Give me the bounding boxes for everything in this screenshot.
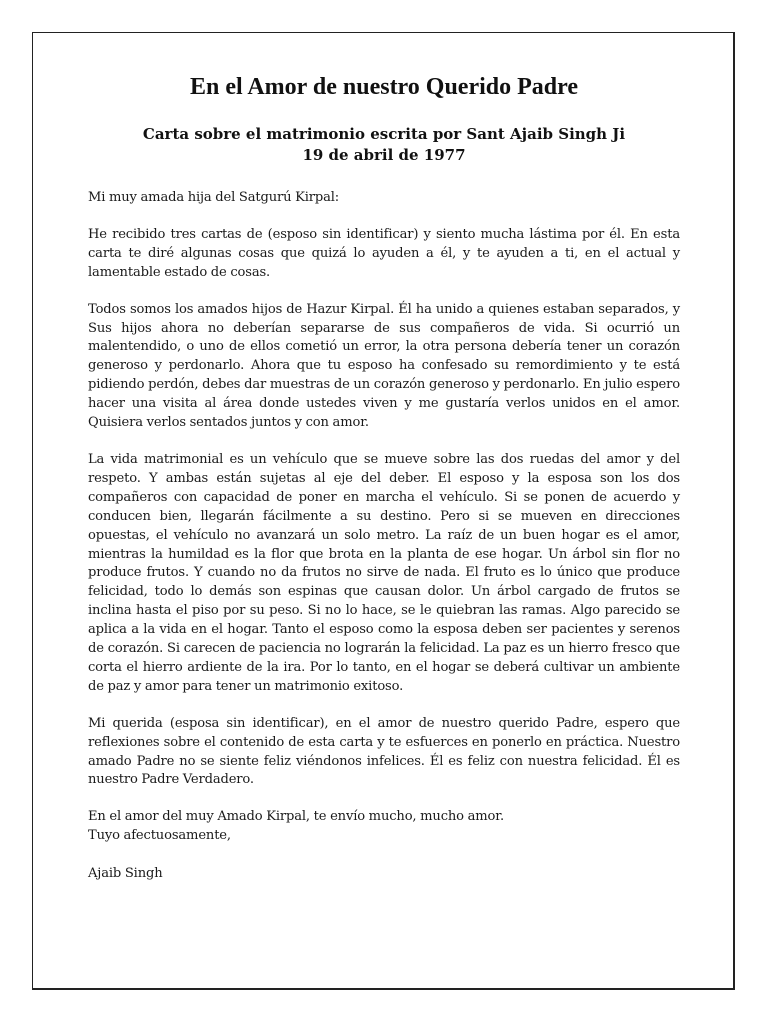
closing-line-1: En el amor del muy Amado Kirpal, te envío mucho, mucho amor. [88, 809, 504, 825]
document-date: 19 de abril de 1977 [302, 146, 466, 164]
document-subtitle: Carta sobre el matrimonio escrita por Sant Ajaib Singh Ji [142, 125, 626, 143]
salutation: Mi muy amada hija del Satgurú Kirpal: [88, 190, 340, 205]
signature: Ajaib Singh [88, 866, 163, 882]
letter-content [88, 72, 680, 884]
paragraph-2: Todos somos los amados hijos de Hazur Kirpal. Él ha unido a quienes estaban separados, y Sus hijos ahora no deberían separarse de sus compañeros de vida. Si ocurrió un malentendido, o uno de ellos cometió un error, la otra persona debería tener un corazón generoso y perdonarlo. Ahora que tu esposo ha confesado su remordimiento y te está pidiendo perdón, debes dar muestras de un corazón generoso y perdonarlo. En julio espero hacer una visita al área donde ustedes viven y me gustaría verlos unidos en el amor. Quisiera verlos sentados juntos y con amor. [88, 301, 680, 431]
paragraph-1: He recibido tres cartas de (esposo sin identificar) y siento mucha lástima por él. En esta carta te diré algunas cosas que quizá lo ayuden a él, y te ayuden a ti, en el actual y lamentable estado de cosas. [88, 226, 680, 280]
closing-line-2: Tuyo afectuosamente, [88, 828, 231, 844]
closing [88, 808, 680, 846]
paragraph-4: Mi querida (esposa sin identificar), en el amor de nuestro querido Padre, espero que reflexiones sobre el contenido de esta carta y te esfuerces en ponerlo en práctica. Nuestro amado Padre no se siente feliz viéndonos infelices. Él es feliz con nuestra felicidad. Él es nuestro Padre Verdadero. [88, 715, 680, 788]
document-title: En el Amor de nuestro Querido Padre [189, 74, 578, 100]
paragraph-3: La vida matrimonial es un vehículo que se mueve sobre las dos ruedas del amor y del respeto. Y ambas están sujetas al eje del deber. El esposo y la esposa son los dos compañeros con capacidad de poner en marcha el vehículo. Si se ponen de acuerdo y conducen bien, llegarán fácilmente a su destino. Pero si se mueven en direcciones opuestas, el vehículo no avanzará un solo metro. La raíz de un buen hogar es el amor, mientras la humildad es la flor que brota en la planta de ese hogar. Un árbol sin flor no produce frutos. Y cuando no da frutos no sirve de nada. El fruto es lo único que produce felicidad, todo lo demás son espinas que causan dolor. Un árbol cargado de frutos se inclina hasta el piso por su peso. Si no lo hace, se le quiebran las ramas. Algo parecido se aplica a la vida en el hogar. Tanto el esposo como la esposa deben ser pacientes y serenos de corazón. Si carecen de paciencia no lograrán la felicidad. La paz es un hierro fresco que corta el hierro ardiente de la ira. Por lo tanto, en el hogar se deberá cultivar un ambiente de paz y amor para tener un matrimonio exitoso. [88, 451, 680, 694]
